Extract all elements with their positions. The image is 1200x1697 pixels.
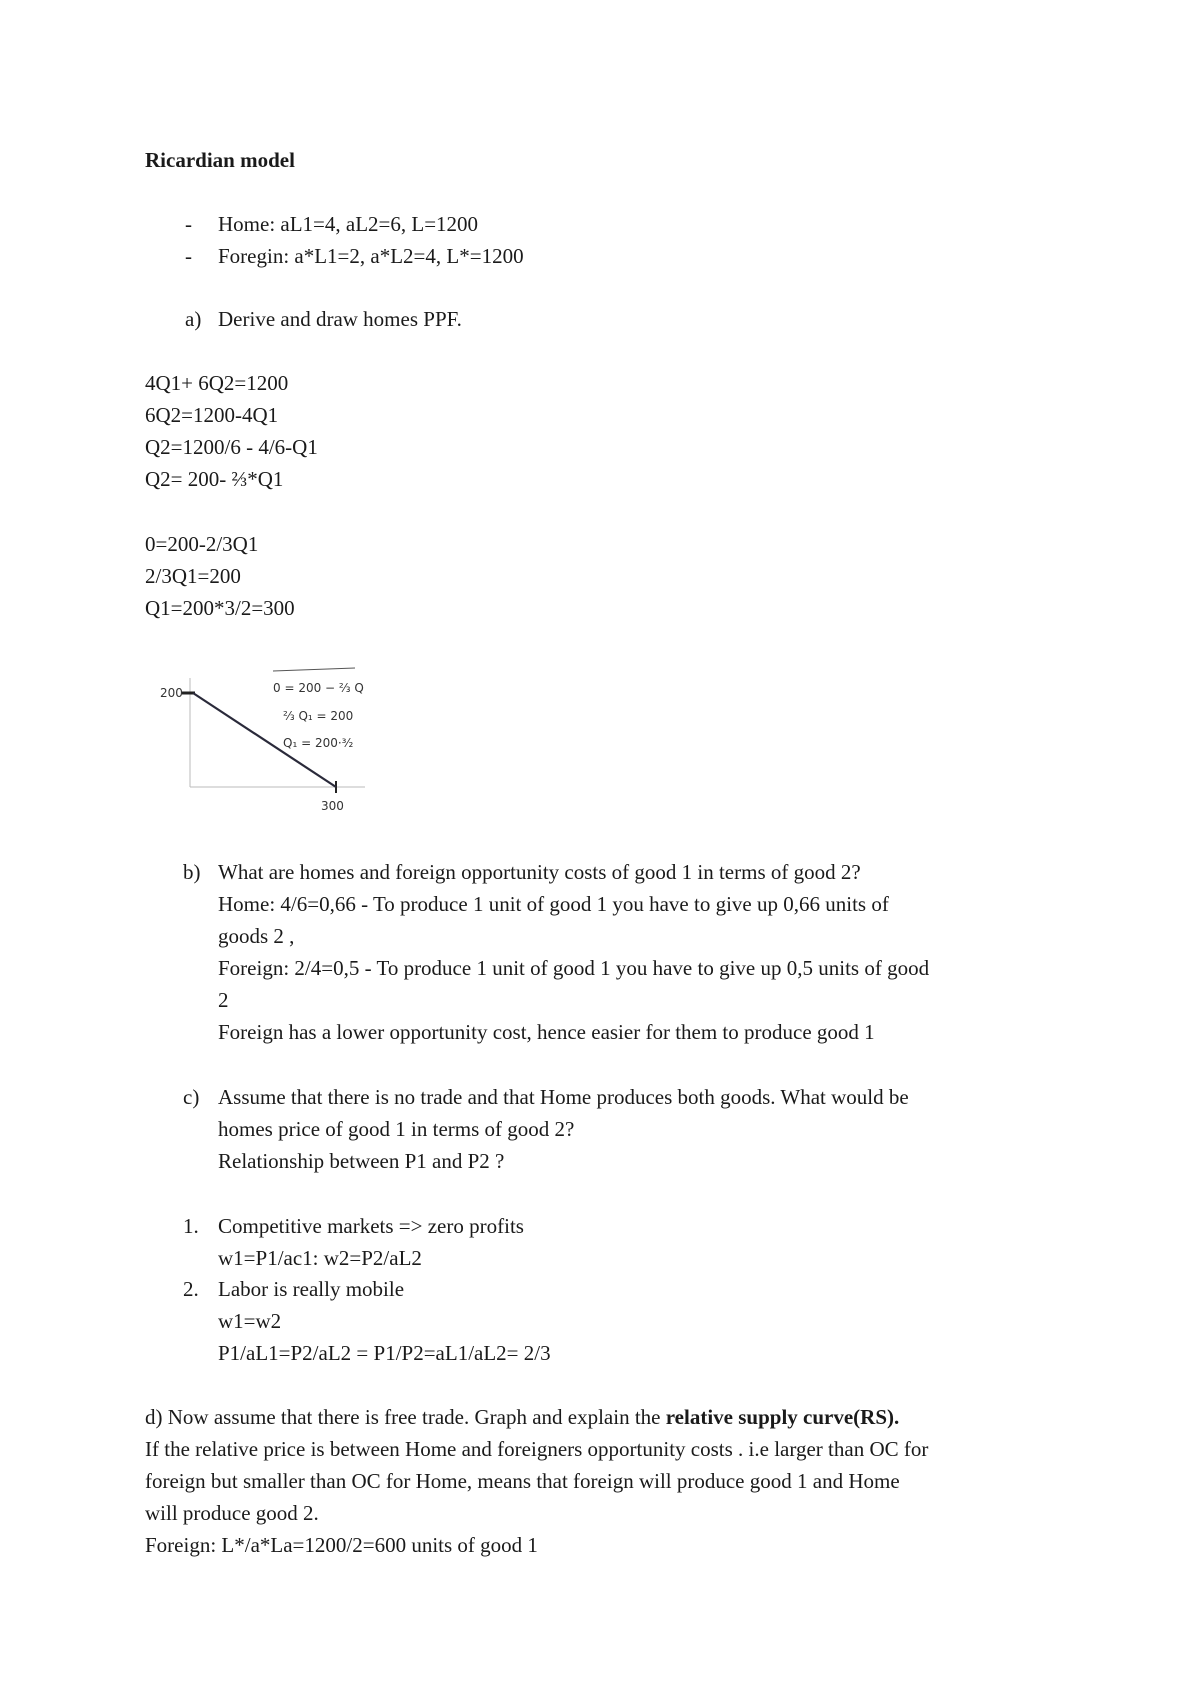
- list-2-line: Labor is really mobile: [218, 1277, 405, 1301]
- derivation-line: Q1=200*3/2=300: [145, 596, 295, 620]
- part-d-line: will produce good 2.: [145, 1501, 319, 1525]
- part-c-marker: c): [183, 1085, 200, 1109]
- list-2-line: P1/aL1=P2/aL2 = P1/P2=aL1/aL2= 2/3: [218, 1341, 551, 1365]
- derivation-line: 0=200-2/3Q1: [145, 532, 259, 556]
- part-b-line: Home: 4/6=0,66 - To produce 1 unit of good 1 you have to give up 0,66 units of: [218, 892, 889, 916]
- part-d-block: [145, 1401, 928, 1561]
- part-a-question: Derive and draw homes PPF.: [218, 307, 462, 331]
- part-b-line: Foreign has a lower opportunity cost, hence easier for them to produce good 1: [218, 1020, 875, 1044]
- list-2-block: [218, 1273, 551, 1369]
- sketch-note-2: ⅔ Q₁ = 200: [283, 709, 354, 723]
- list-1-marker: 1.: [183, 1214, 199, 1238]
- part-c-block: [218, 1081, 909, 1177]
- list-1-line: w1=P1/ac1: w2=P2/aL2: [218, 1246, 422, 1270]
- x-intercept-label: 300: [321, 799, 344, 813]
- ppf-sketch: [155, 660, 395, 820]
- part-d-line: If the relative price is between Home and foreigners opportunity costs . i.e larger than OC for: [145, 1437, 929, 1461]
- list-2-marker: 2.: [183, 1277, 199, 1301]
- sketch-note-1: 0 = 200 − ⅔ Q: [273, 681, 364, 695]
- list-1-block: [218, 1210, 524, 1274]
- sketch-note-3: Q₁ = 200·³⁄₂: [283, 736, 354, 750]
- given-foreign: Foregin: a*L1=2, a*L2=4, L*=1200: [218, 244, 524, 268]
- bullet-dash: -: [185, 212, 192, 236]
- part-c-line: Relationship between P1 and P2 ?: [218, 1149, 505, 1173]
- derivation-line: Q2=1200/6 - 4/6-Q1: [145, 435, 318, 459]
- list-1-line: Competitive markets => zero profits: [218, 1214, 524, 1238]
- part-b-marker: b): [183, 860, 201, 884]
- derivation-line: 4Q1+ 6Q2=1200: [145, 371, 289, 395]
- part-b-line: What are homes and foreign opportunity costs of good 1 in terms of good 2?: [218, 860, 861, 884]
- derivation-line: Q2= 200- ⅔*Q1: [145, 467, 284, 491]
- derivation-block-1: [145, 367, 318, 495]
- part-b-block: [218, 856, 929, 1048]
- given-home: Home: aL1=4, aL2=6, L=1200: [218, 212, 479, 236]
- part-c-line: Assume that there is no trade and that Home produces both goods. What would be: [218, 1085, 909, 1109]
- part-d-heading: [145, 1401, 928, 1433]
- part-b-line: Foreign: 2/4=0,5 - To produce 1 unit of good 1 you have to give up 0,5 units of good: [218, 956, 930, 980]
- part-d-line: foreign but smaller than OC for Home, means that foreign will produce good 1 and Home: [145, 1469, 900, 1493]
- part-d-intro: d) Now assume that there is free trade. Graph and explain the: [145, 1405, 666, 1429]
- part-d-line: Foreign: L*/a*La=1200/2=600 units of good 1: [145, 1533, 538, 1557]
- part-b-line: 2: [218, 988, 229, 1012]
- derivation-block-2: [145, 528, 295, 624]
- part-b-line: goods 2 ,: [218, 924, 295, 948]
- document-title: Ricardian model: [145, 148, 295, 172]
- derivation-line: 2/3Q1=200: [145, 564, 241, 588]
- part-d-bold-term: relative supply curve(RS).: [665, 1405, 900, 1429]
- note-overline: [273, 668, 355, 671]
- derivation-line: 6Q2=1200-4Q1: [145, 403, 279, 427]
- part-c-line: homes price of good 1 in terms of good 2?: [218, 1117, 575, 1141]
- part-a-marker: a): [185, 307, 202, 331]
- list-2-line: w1=w2: [218, 1309, 282, 1333]
- bullet-dash: -: [185, 244, 192, 268]
- y-intercept-label: 200: [160, 686, 183, 700]
